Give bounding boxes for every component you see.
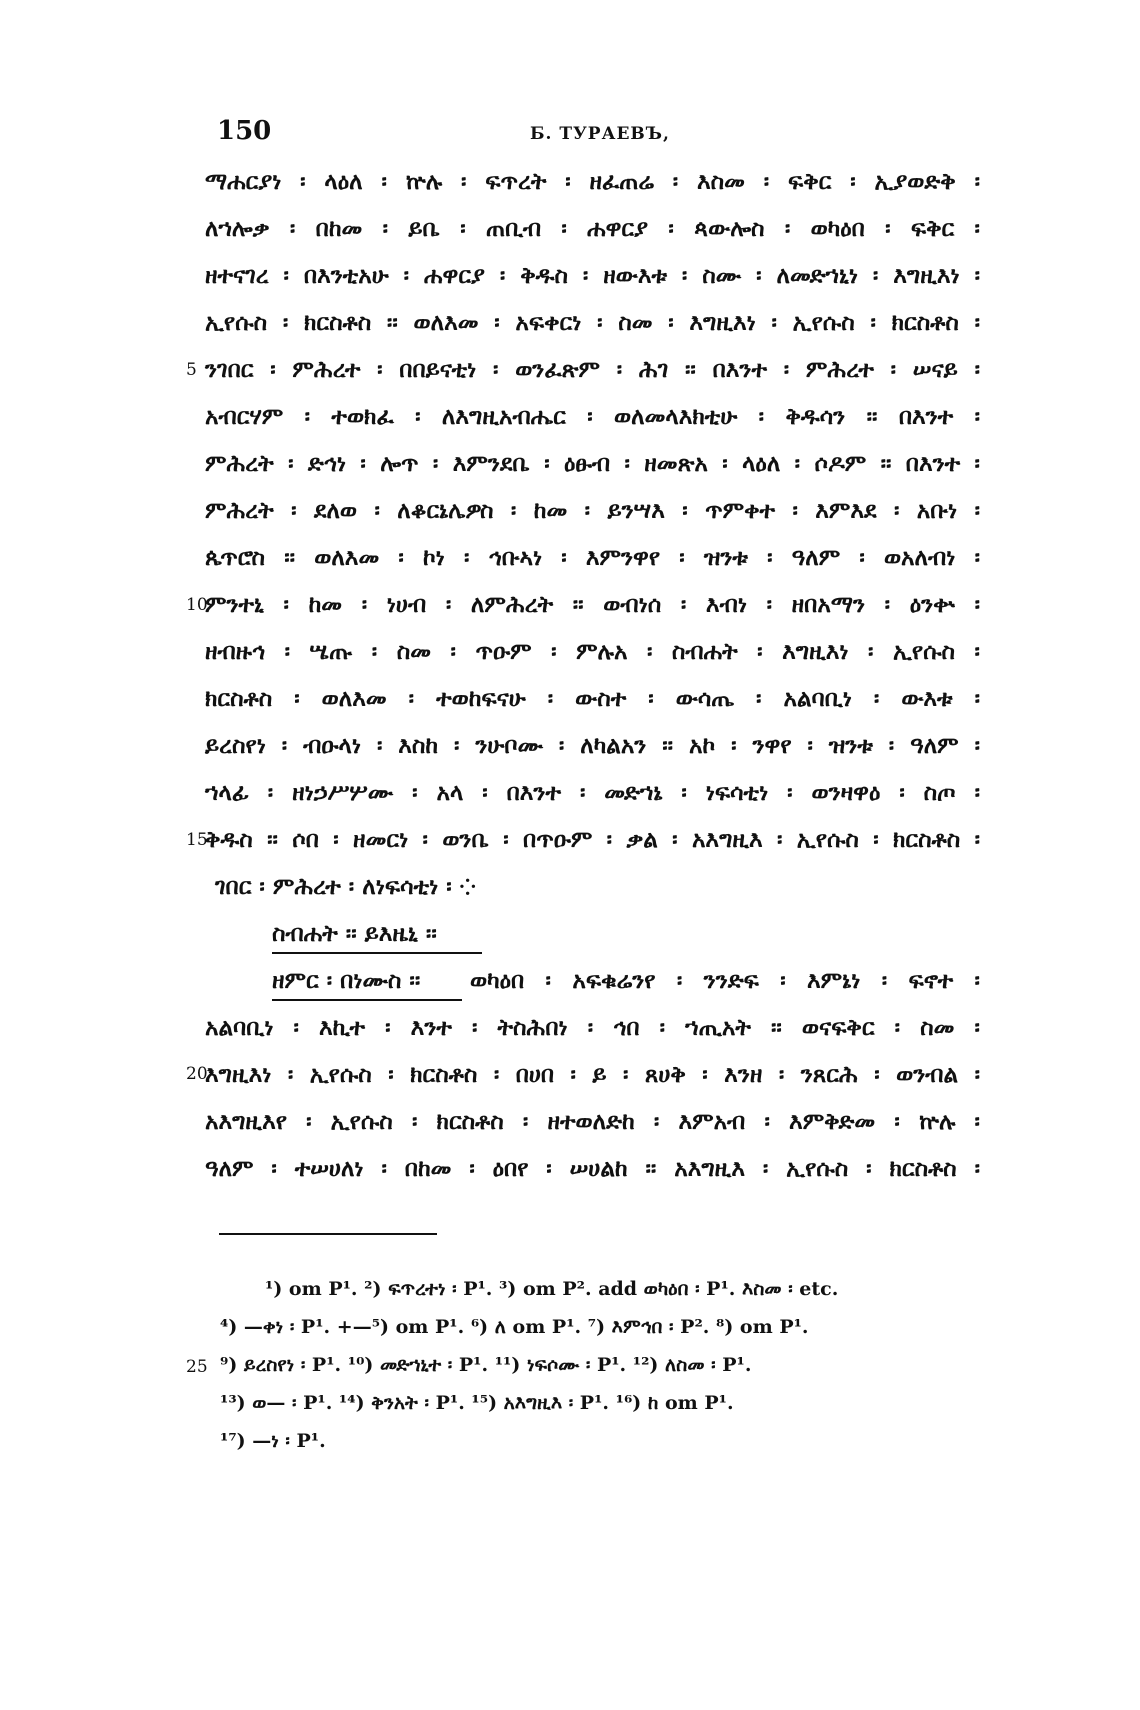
text-line: ጴጥሮስ ፡፡ ወለእመ ፡ ኮነ ፡ ኅቡኣነ ፡ እምንዋየ ፡ ዝንቱ ፡ ዓለም ፡ ወአለብነ ፡ bbox=[205, 544, 980, 571]
section-lead: ዘምር ፡ በነሙስ ፡፡ bbox=[272, 967, 421, 994]
section-heading: ስብሐት ፡፡ ይእዜኒ ፡፡ bbox=[272, 920, 437, 947]
text-line: አብርሃም ፡ ተወክፈ ፡ ለእግዚአብሔር ፡ ወለመላእክቲሁ ፡ ቅዱሳን ፡፡ በእንተ ፡ bbox=[205, 403, 980, 430]
text-line: ለኀሎቃ ፡ በከመ ፡ ይቤ ፡ ጠቢብ ፡ ሐዋርያ ፡ ጳውሎስ ፡ ወካዕበ ፡ ፍቅር ፡ bbox=[205, 215, 980, 242]
text-line: ገበር ፡ ምሕረተ ፡ ለነፍሳቲነ ፡ ⁘ bbox=[215, 873, 476, 900]
text-line: ምሕረት ፡ ደለወ ፡ ለቆርኔሌዎስ ፡ ከመ ፡ ይንሣእ ፡ ጥምቀተ ፡ እምእደ ፡ አቡነ ፡ bbox=[205, 497, 980, 524]
footnote-line: ¹) om P¹. ²) ፍጥረተነ ፡ P¹. ³) om P². add ወካዕበ ፡ P¹. እስመ ፡ etc. bbox=[265, 1278, 839, 1300]
text-line: ምሕረት ፡ ድኅነ ፡ ሎጥ ፡ እምንደቤ ፡ ዕፁብ ፡ ዘመጽአ ፡ ላዕለ ፡ ሶዶም ፡፡ በእንተ ፡ bbox=[205, 450, 980, 477]
footnote-line: ¹³) ወ— ፡ P¹. ¹⁴) ቅንአት ፡ P¹. ¹⁵) አእግዚእ ፡ P¹. ¹⁶) ከ om P¹. bbox=[220, 1392, 734, 1414]
footnote-separator bbox=[219, 1233, 437, 1235]
text-line: ክርስቶስ ፡ ወለእመ ፡ ተወከፍናሁ ፡ ውስተ ፡ ውሳጤ ፡ አልባቢነ ፡ ውእቱ ፡ bbox=[205, 685, 980, 712]
text-line: አልባቢነ ፡ እኪተ ፡ እንተ ፡ ትስሕበነ ፡ ኅበ ፡ ኀጢአት ፡፡ ወናፍቅር ፡ ስመ ፡ bbox=[205, 1014, 980, 1041]
running-head: Б. ТУРАЕВЪ, bbox=[530, 124, 670, 144]
line-number: 25 bbox=[186, 1357, 208, 1377]
text-line: ኢየሱስ ፡ ክርስቶስ ፡፡ ወለእመ ፡ አፍቀርነ ፡ ስመ ፡ እግዚእነ ፡ ኢየሱስ ፡ ክርስቶስ ፡ bbox=[205, 309, 980, 336]
text-line: ወካዕበ ፡ አፍቁሬንየ ፡ ንንድፍ ፡ እምኔነ ፡ ፍኖተ ፡ bbox=[470, 967, 980, 994]
line-number: 20 bbox=[186, 1064, 208, 1084]
text-line: አእግዚእየ ፡ ኢየሱስ ፡ ክርስቶስ ፡ ዘተወለድከ ፡ እምአብ ፡ እምቅድመ ፡ ኵሉ ፡ bbox=[205, 1108, 980, 1135]
text-line: ዓለም ፡ ተሠሀለነ ፡ በከመ ፡ ዕበየ ፡ ሠሀልከ ፡፡ አእግዚእ ፡ ኢየሱስ ፡ ክርስቶስ ፡ bbox=[205, 1155, 980, 1182]
text-line: ምንተኒ ፡ ከመ ፡ ነሀብ ፡ ለምሕረት ፡፡ ወብነሰ ፡ እብነ ፡ ዘበአማን ፡ ዕንቍ ፡ bbox=[205, 591, 980, 618]
text-line: ዘተናገረ ፡ በእንቲአሁ ፡ ሐዋርያ ፡ ቅዱስ ፡ ዘውእቱ ፡ ስሙ ፡ ለመድኀኒነ ፡ እግዚእነ ፡ bbox=[205, 262, 980, 289]
text-line: ማሐርያነ ፡ ላዕለ ፡ ኵሉ ፡ ፍጥረት ፡ ዘፈጠሬ ፡ እስመ ፡ ፍቅር ፡ ኢያወድቅ ፡ bbox=[205, 168, 980, 195]
page-number: 150 bbox=[217, 116, 272, 146]
line-number: 10 bbox=[186, 595, 208, 615]
text-line: ኀላፊ ፡ ዘነኃሥሦሙ ፡ አላ ፡ በእንተ ፡ መድኀኔ ፡ ነፍሳቲነ ፡ ወንዛዋዕ ፡ ስጦ ፡ bbox=[205, 779, 980, 806]
heading-underline bbox=[272, 952, 482, 954]
text-line: ቅዱስ ፡፡ ሶበ ፡ ዘመርነ ፡ ወንቤ ፡ በጥዑም ፡ ቃል ፡ አእግዚእ ፡ ኢየሱስ ፡ ክርስቶስ ፡ bbox=[205, 826, 980, 853]
lead-underline bbox=[272, 999, 462, 1001]
text-line: ዘብዙኅ ፡ ሤጡ ፡ ስመ ፡ ጥዑም ፡ ምሉአ ፡ ስብሐት ፡ እግዚእነ ፡ ኢየሱስ ፡ bbox=[205, 638, 980, 665]
text-line: ይረስየነ ፡ ብዑላነ ፡ እስከ ፡ ንሁቦሙ ፡ ለካልአን ፡፡ አኮ ፡ ንዋየ ፡ ዝንቱ ፡ ዓለም ፡ bbox=[205, 732, 980, 759]
footnote-line: ⁴) —ቀነ ፡ P¹. +—⁵) om P¹. ⁶) ለ om P¹. ⁷) እምኅበ ፡ P². ⁸) om P¹. bbox=[220, 1316, 809, 1338]
line-number: 5 bbox=[186, 360, 197, 380]
line-number: 15 bbox=[186, 830, 208, 850]
text-line: እግዚእነ ፡ ኢየሱስ ፡ ክርስቶስ ፡ በሀበ ፡ ይ ፡ ጸሀቅ ፡ እንዘ ፡ ንጸርሕ ፡ ወንብል ፡ bbox=[205, 1061, 980, 1088]
text-line: ንገበር ፡ ምሕረተ ፡ በበይናቲነ ፡ ወንፈጽም ፡ ሕገ ፡፡ በእንተ ፡ ምሕረተ ፡ ሠናይ ፡ bbox=[205, 356, 980, 383]
footnote-line: ⁹) ይረስየነ ፡ P¹. ¹⁰) መድኀኒተ ፡ P¹. ¹¹) ነፍሶሙ ፡ P¹. ¹²) ለስመ ፡ P¹. bbox=[220, 1354, 752, 1376]
footnote-line: ¹⁷) —ነ ፡ P¹. bbox=[220, 1430, 326, 1452]
